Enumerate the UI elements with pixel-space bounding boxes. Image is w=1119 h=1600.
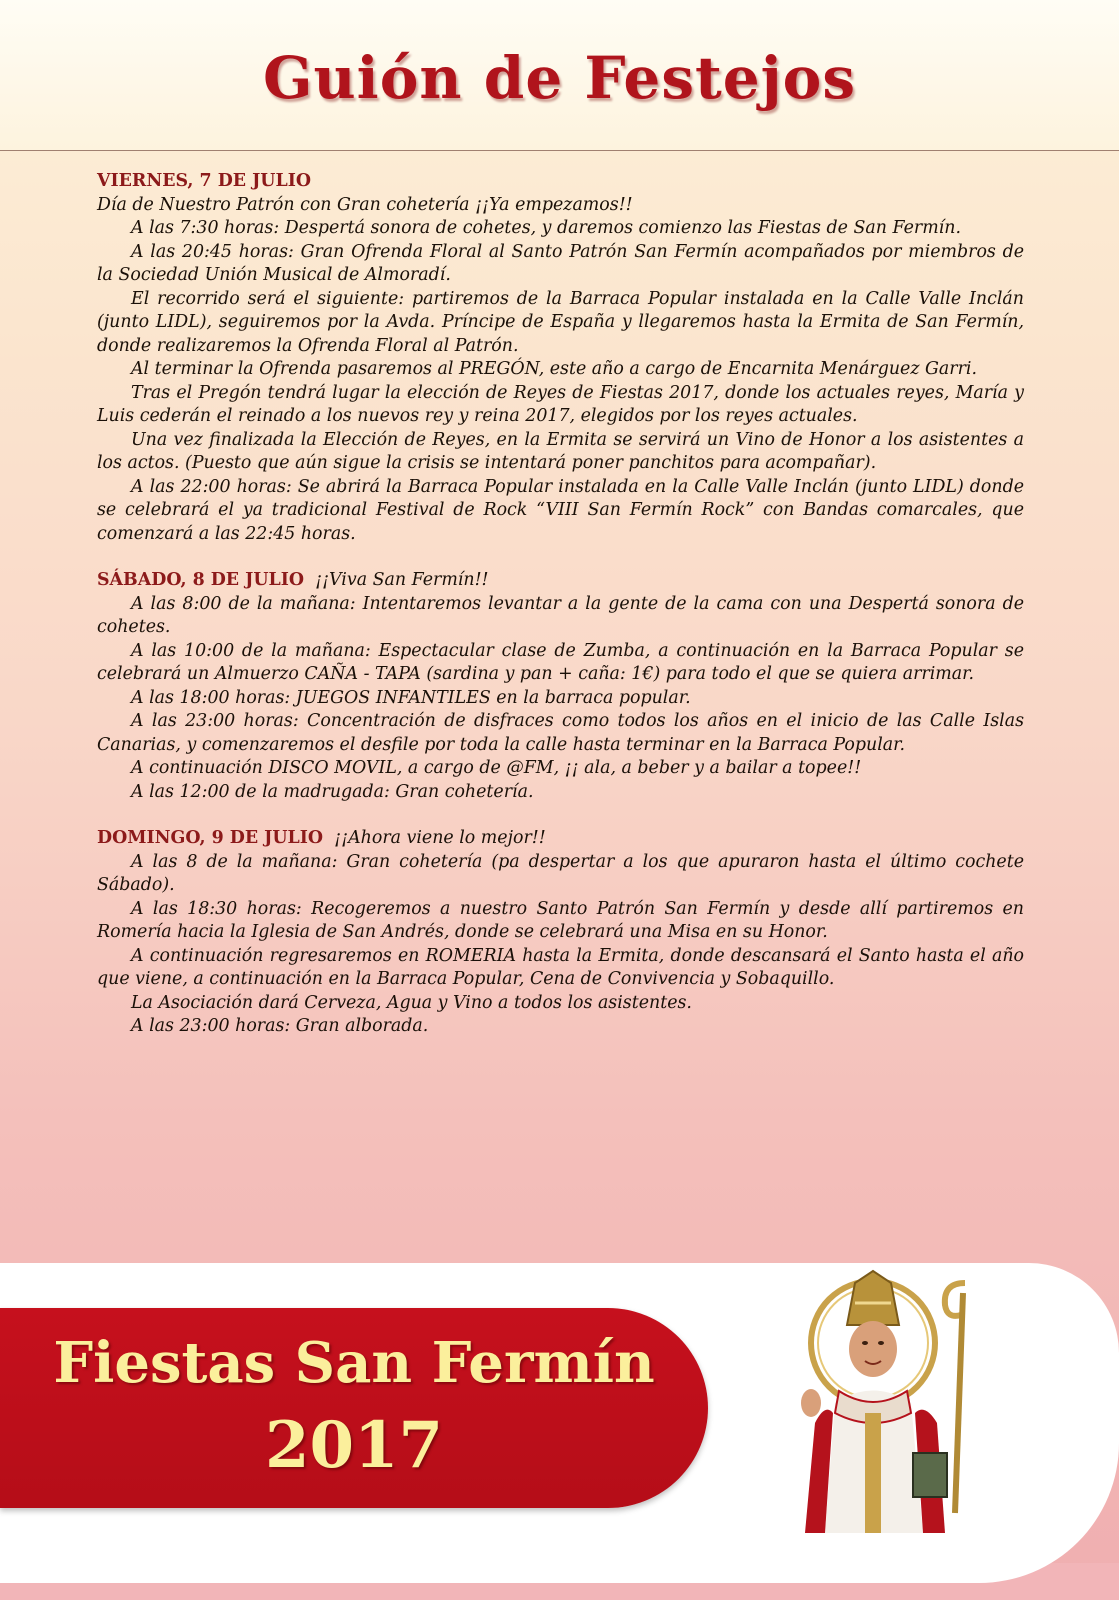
paragraph: Tras el Pregón tendrá lugar la elección de Reyes de Fiestas 2017, donde los actuales reyes, María y Luis cederán el reinado a los nuevos rey y reina 2017, elegidos por los reyes actuales. xyxy=(97,382,1024,426)
banner-title: Fiestas San Fermín xyxy=(53,1330,655,1396)
paragraph: A continuación DISCO MOVIL, a cargo de @FM, ¡¡ ala, a beber y a bailar a topee!! xyxy=(131,758,862,778)
paragraph: A las 20:45 horas: Gran Ofrenda Floral al Santo Patrón San Fermín acompañados por miembros de la Sociedad Unión Musical de Almoradí. xyxy=(97,241,1024,285)
saint-figure-image xyxy=(795,1263,995,1533)
section-saturday xyxy=(97,569,1024,804)
program-content xyxy=(97,170,1024,1062)
paragraph: Día de Nuestro Patrón con Gran cohetería ¡¡Ya empezamos!! xyxy=(97,194,633,215)
day-heading-line xyxy=(97,170,1024,194)
paragraph: El recorrido será el siguiente: partiremos de la Barraca Popular instalada en la Calle Valle Inclán (junto LIDL), seguiremos por la Avda. Príncipe de España y llegaremos hasta la Ermita de San Fermín, donde realizaremos la Ofrenda Floral al Patrón. xyxy=(97,288,1024,356)
day-heading-note: ¡¡Ahora viene lo mejor!! xyxy=(334,828,546,848)
day-heading: VIERNES, 7 DE JULIO xyxy=(97,171,311,191)
paragraph: La Asociación dará Cerveza, Agua y Vino a todos los asistentes. xyxy=(131,992,692,1013)
section-sunday xyxy=(97,827,1024,1039)
paragraph: A las 18:00 horas: JUEGOS INFANTILES en la barraca popular. xyxy=(131,687,691,708)
footer-area xyxy=(0,1263,1119,1600)
paragraph: A las 23:00 horas: Gran alborada. xyxy=(131,1016,429,1036)
paragraph: A las 12:00 de la madrugada: Gran cohetería. xyxy=(131,781,534,802)
paragraph: A las 8 de la mañana: Gran cohetería (pa despertar a los que apuraron hasta el último cochete Sábado). xyxy=(97,851,1024,895)
paragraph: Al terminar la Ofrenda pasaremos al PREGÓN, este año a cargo de Encarnita Menárguez Garri. xyxy=(131,359,977,379)
paragraph: A las 10:00 de la mañana: Espectacular clase de Zumba, a continuación en la Barraca Popular se celebrará un Almuerzo CAÑA - TAPA (sardina y pan + caña: 1€) para todo el que se quiera arrimar. xyxy=(97,640,1024,684)
paragraph: A las 18:30 horas: Recogeremos a nuestro Santo Patrón San Fermín y desde allí partiremos en Romería hacia la Iglesia de San Andrés, donde se celebrará una Misa en su Honor. xyxy=(97,898,1024,942)
paragraph: Una vez finalizada la Elección de Reyes, en la Ermita se servirá un Vino de Honor a los asistentes a los actos. (Puesto que aún sigue la crisis se intentará poner panchitos para acompañar). xyxy=(97,429,1024,473)
paragraph: A las 23:00 horas: Concentración de disfraces como todos los años en el inicio de las Calle Islas Canarias, y comenzaremos el desfile por toda la calle hasta terminar en la Barraca Popular. xyxy=(97,711,1024,755)
day-heading-note: ¡¡Viva San Fermín!! xyxy=(315,570,489,590)
paragraph: A las 22:00 horas: Se abrirá la Barraca Popular instalada en la Calle Valle Inclán (junto LIDL) donde se celebrará el ya tradicional Festival de Rock “VIII San Fermín Rock” con Bandas comarcales, que comenzará a las 22:45 horas. xyxy=(97,476,1024,544)
paragraph: A continuación regresaremos en ROMERIA hasta la Ermita, donde descansará el Santo hasta el año que viene, a continuación en la Barraca Popular, Cena de Convivencia y Sobaquillo. xyxy=(97,945,1024,989)
title-band xyxy=(0,0,1119,151)
paragraph: A las 8:00 de la mañana: Intentaremos levantar a la gente de la cama con una Despertá sonora de cohetes. xyxy=(97,593,1024,637)
day-heading-line xyxy=(97,569,1024,593)
paragraph: A las 7:30 horas: Despertá sonora de cohetes, y daremos comienzo las Fiestas de San Fermín. xyxy=(131,218,961,238)
fiestas-banner xyxy=(0,1308,708,1508)
page-title: Guión de Festejos xyxy=(262,44,856,112)
day-heading-line xyxy=(97,827,1024,851)
banner-year: 2017 xyxy=(264,1408,444,1483)
day-heading: DOMINGO, 9 DE JULIO xyxy=(97,828,324,848)
day-heading: SÁBADO, 8 DE JULIO xyxy=(97,570,305,590)
section-friday xyxy=(97,170,1024,546)
